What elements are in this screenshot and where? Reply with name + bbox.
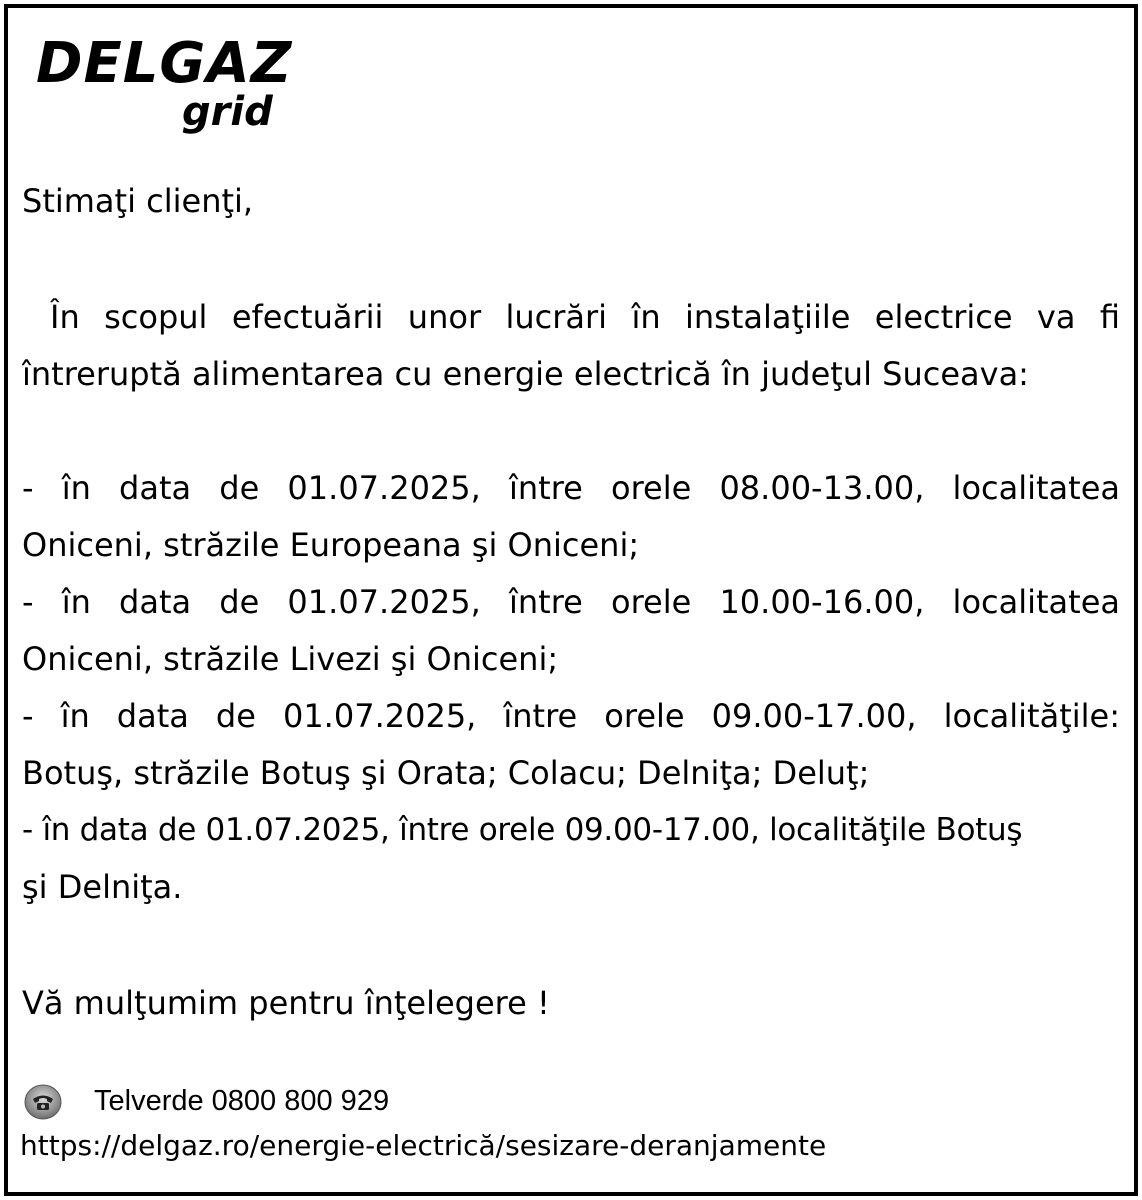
intro-line-2: întreruptă alimentarea cu energie electrică în judeţul Suceava: bbox=[22, 355, 1029, 393]
item-2-line-2: Oniceni, străzile Livezi şi Oniceni; bbox=[22, 640, 559, 678]
phone-icon bbox=[24, 1084, 62, 1120]
intro-line-1: În scopul efectuării unor lucrări în instalaţiile electrice va fi bbox=[50, 298, 1120, 336]
report-url[interactable]: https://delgaz.ro/energie-electrică/sesizare-deranjamente bbox=[20, 1129, 827, 1162]
item-1-line-2: Oniceni, străzile Europeana şi Oniceni; bbox=[22, 526, 640, 564]
contact-row bbox=[24, 1082, 624, 1122]
item-4-line-1: - în data de 01.07.2025, între orele 09.00-17.00, localităţile Botuş bbox=[22, 812, 1023, 848]
thanks-message: Vă mulţumim pentru înţelegere ! bbox=[22, 984, 550, 1022]
item-3-line-1: - în data de 01.07.2025, între orele 09.00-17.00, localităţile: bbox=[22, 697, 1120, 735]
item-4-line-2: şi Delniţa. bbox=[22, 868, 183, 906]
logo-subtitle: grid bbox=[182, 89, 273, 135]
item-2-line-1: - în data de 01.07.2025, între orele 10.00-16.00, localitatea bbox=[22, 583, 1120, 621]
logo-wordmark: DELGAZ bbox=[36, 31, 293, 96]
item-3-line-2: Botuş, străzile Botuş şi Orata; Colacu; Delniţa; Deluţ; bbox=[22, 754, 870, 792]
greeting: Stimaţi clienţi, bbox=[22, 182, 254, 220]
item-1-line-1: - în data de 01.07.2025, între orele 08.00-13.00, localitatea bbox=[22, 469, 1120, 507]
phone-number: Telverde 0800 800 929 bbox=[94, 1085, 390, 1117]
delgaz-grid-logo bbox=[36, 31, 296, 136]
